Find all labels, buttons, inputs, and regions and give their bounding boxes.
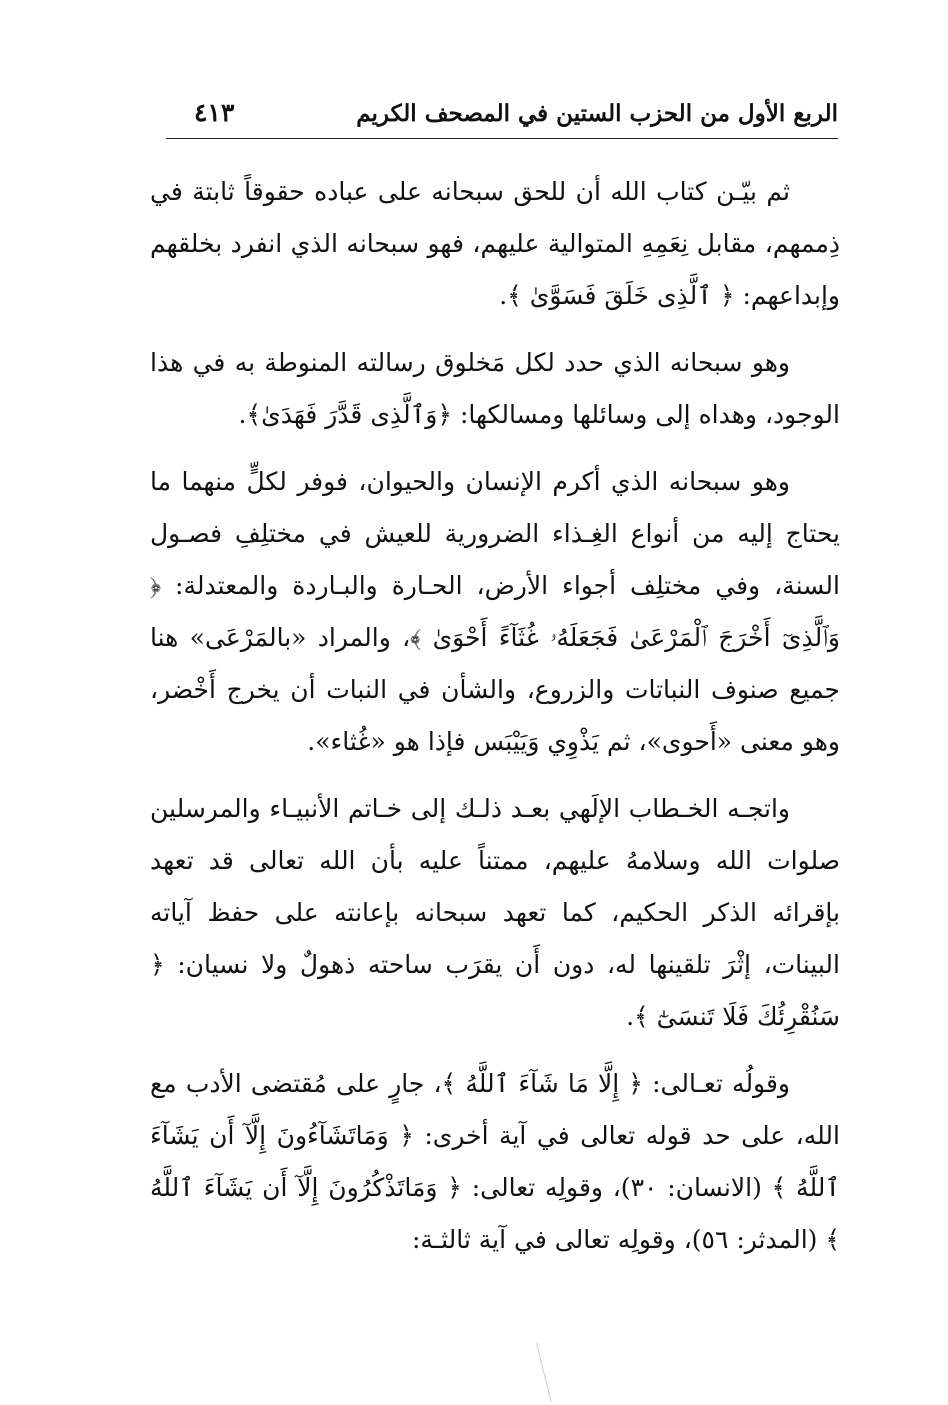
page-number: ٤١٣ — [194, 98, 235, 127]
header-rule — [166, 138, 838, 139]
paragraph: واتجـه الخـطاب الإلَهي بعـد ذلـك إلى خـاتم الأنبيـاء والمرسلين صلوات الله وسلامهُ عليهم، ممتناً عليه بأن الله تعالى قد تعهد بإقرائه الذكر الحكيم، كما تعهد سبحانه بإعانته على حفظ آياته البينات، إثْرَ تلقينها له، دون أَن يقرَب ساحته ذهولٌ ولا نسيان: ﴿ سَنُقْرِئُكَ فَلَا تَنسَىٰٓ ﴾. — [150, 794, 840, 1031]
scan-mark — [536, 1339, 569, 1402]
paragraph: ثم بيّـن كتاب الله أن للحق سبحانه على عباده حقوقاً ثابتة في ذِممهم، مقابل نِعَمِهِ المتوالية عليهم، فهو سبحانه الذي انفرد بخلقهم وإبداعهم: ﴿ ٱلَّذِى خَلَقَ فَسَوَّىٰ ﴾. — [150, 177, 840, 310]
paragraph: وقولُه تعـالى: ﴿ إِلَّا مَا شَآءَ ٱللَّهُ ﴾، جارٍ على مُقتضى الأدب مع الله، على حد قوله تعالى في آية أخرى: ﴿ وَمَاتَشَآءُونَ إِلَّآ أَن يَشَآءَ ٱللَّهُ ﴾ (الانسان: ٣٠)، وقولِه تعالى: ﴿ وَمَاتَذْكُرُونَ إِلَّآ أَن يَشَآءَ ٱللَّهُ ﴾ (المدثر: ٥٦)، وقولِه تعالى في آية ثالثـة: — [150, 1069, 840, 1254]
page-header — [166, 98, 838, 138]
running-title: الربع الأول من الحزب الستين في المصحف الكريم — [356, 100, 838, 127]
body-text — [150, 166, 840, 1266]
paragraph: وهو سبحانه الذي أكرم الإنسان والحيوان، فوفر لكلٍّ منهما ما يحتاج إليه من أنواع الغِـذاء الضرورية للعيش في مختلِفِ فصـول السنة، وفي مختلِف أجواء الأرض، الحـارة والبـاردة والمعتدلة: ﴿ وَٱلَّذِىٓ أَخْرَجَ ٱلْمَرْعَىٰ فَجَعَلَهُۥ غُثَآءً أَحْوَىٰ ﴾، والمراد «بالمَرْعَى» هنا جميع صنوف النباتات والزروع، والشأن في النبات أن يخرج أَخْضر، وهو معنى «أَحوى»، ثم يَذْوِي وَيَيْبَس فإذا هو «غُثاء». — [150, 467, 840, 756]
paragraph: وهو سبحانه الذي حدد لكل مَخلوق رسالته المنوطة به في هذا الوجود، وهداه إلى وسائلها ومسالكها: ﴿وَٱلَّذِى قَدَّرَ فَهَدَىٰ﴾. — [150, 348, 840, 429]
